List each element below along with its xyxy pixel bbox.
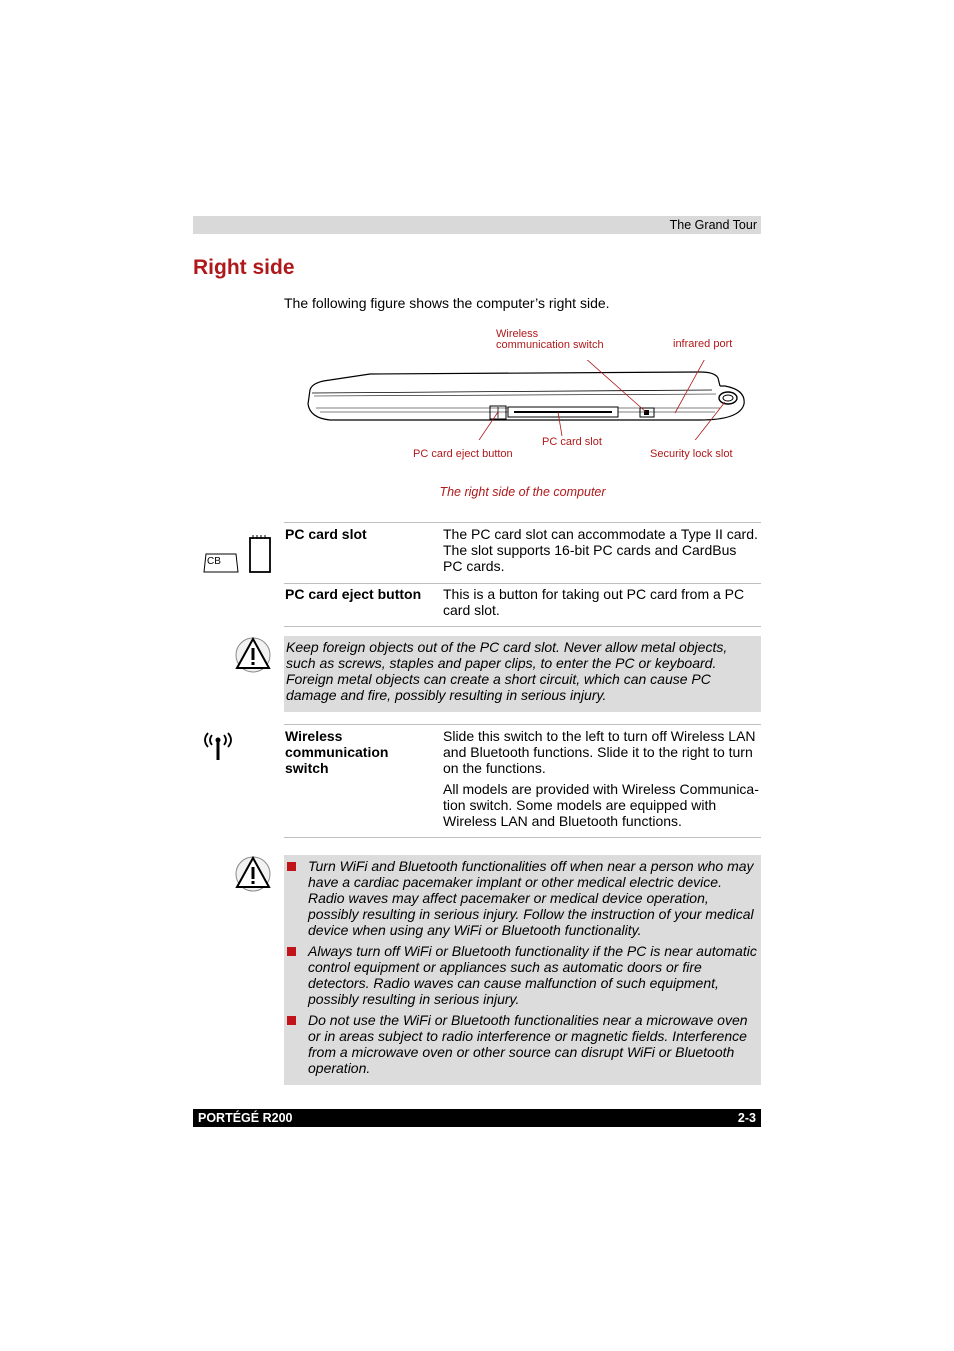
warning-item-2: Always turn off WiFi or Bluetooth functionality if the PC is near automatic control equipment or appliances such as automatic doors or fire detectors. Radio waves can cause malfunction of such equipment, possibly resulting in serious injury. [308,943,757,1007]
warning-icon [234,635,272,673]
warning-icon [234,854,272,892]
warning-box-pc-card [284,636,761,712]
section-title: Right side [193,256,295,279]
warning-text-pc-card: Keep foreign objects out of the PC card slot. Never allow metal objects, such as screws, staples and paper clips, to enter the PC or keyboard. Foreign metal objects can create a short circuit, which can cause PC damage and fire, possibly resulting in serious injury. [286,639,728,703]
table-rule-mid [284,583,761,584]
running-footer [193,1109,761,1127]
warning-item-1: Turn WiFi and Bluetooth functionalities off when near a person who may have a cardiac pacemaker implant or other medical electric device. Radio waves may affect pacemaker or medical device operation, possibly resulting in serious injury. Follow the instruction of your medical device when using any WiFi or Bluetooth functionality. [308,858,754,938]
desc-wireless-switch-1: Slide this switch to the left to turn off Wireless LAN and Bluetooth functions. Slide it to the right to turn on the functions. [443,728,756,776]
cardbus-icon-label: CB [207,556,221,567]
term-wireless-switch: Wireless communication switch [285,728,389,776]
warning-box-wireless [284,855,761,1085]
bullet-marker [287,1016,296,1025]
term-pc-card-slot: PC card slot [285,526,367,542]
table-rule-bottom [284,626,761,627]
term-pc-card-eject: PC card eject button [285,586,422,602]
footer-model-name: PORTÉGÉ R200 [198,1111,293,1125]
desc-pc-card-slot: The PC card slot can accommodate a Type II card. The slot supports 16-bit PC cards and CardBus PC cards. [443,526,758,574]
bullet-marker [287,947,296,956]
intro-paragraph: The following figure shows the computer’s right side. [284,295,610,311]
desc-pc-card-eject: This is a button for taking out PC card from a PC card slot. [443,586,745,618]
wireless-antenna-icon [202,731,234,763]
desc-wireless-switch-2: All models are provided with Wireless Communica-tion switch. Some models are equipped with Wireless LAN and Bluetooth functions. [443,781,759,829]
table2-rule-top [284,724,761,725]
running-header [193,216,761,234]
figure-caption: The right side of the computer [439,485,606,499]
callout-wireless-line2: communication switch [496,339,604,351]
table2-rule-bottom [284,837,761,838]
footer-page-number: 2-3 [737,1111,756,1125]
callout-pc-card-slot: PC card slot [542,436,602,448]
bullet-marker [287,862,296,871]
chapter-title: The Grand Tour [669,218,757,232]
laptop-right-side-illustration [300,360,760,440]
warning-item-3: Do not use the WiFi or Bluetooth functionalities near a microwave oven or in areas subject to radio interference or magnetic fields. Interference from a microwave oven or other source can disrupt WiFi or Bluetooth operation. [308,1012,748,1076]
callout-pc-card-eject: PC card eject button [413,448,513,460]
pc-card-icon [200,532,274,576]
callout-infrared-port: infrared port [673,338,733,350]
table-rule-top [284,522,761,523]
callout-wireless-line1: Wireless [496,328,539,340]
callout-security-lock: Security lock slot [650,448,733,460]
